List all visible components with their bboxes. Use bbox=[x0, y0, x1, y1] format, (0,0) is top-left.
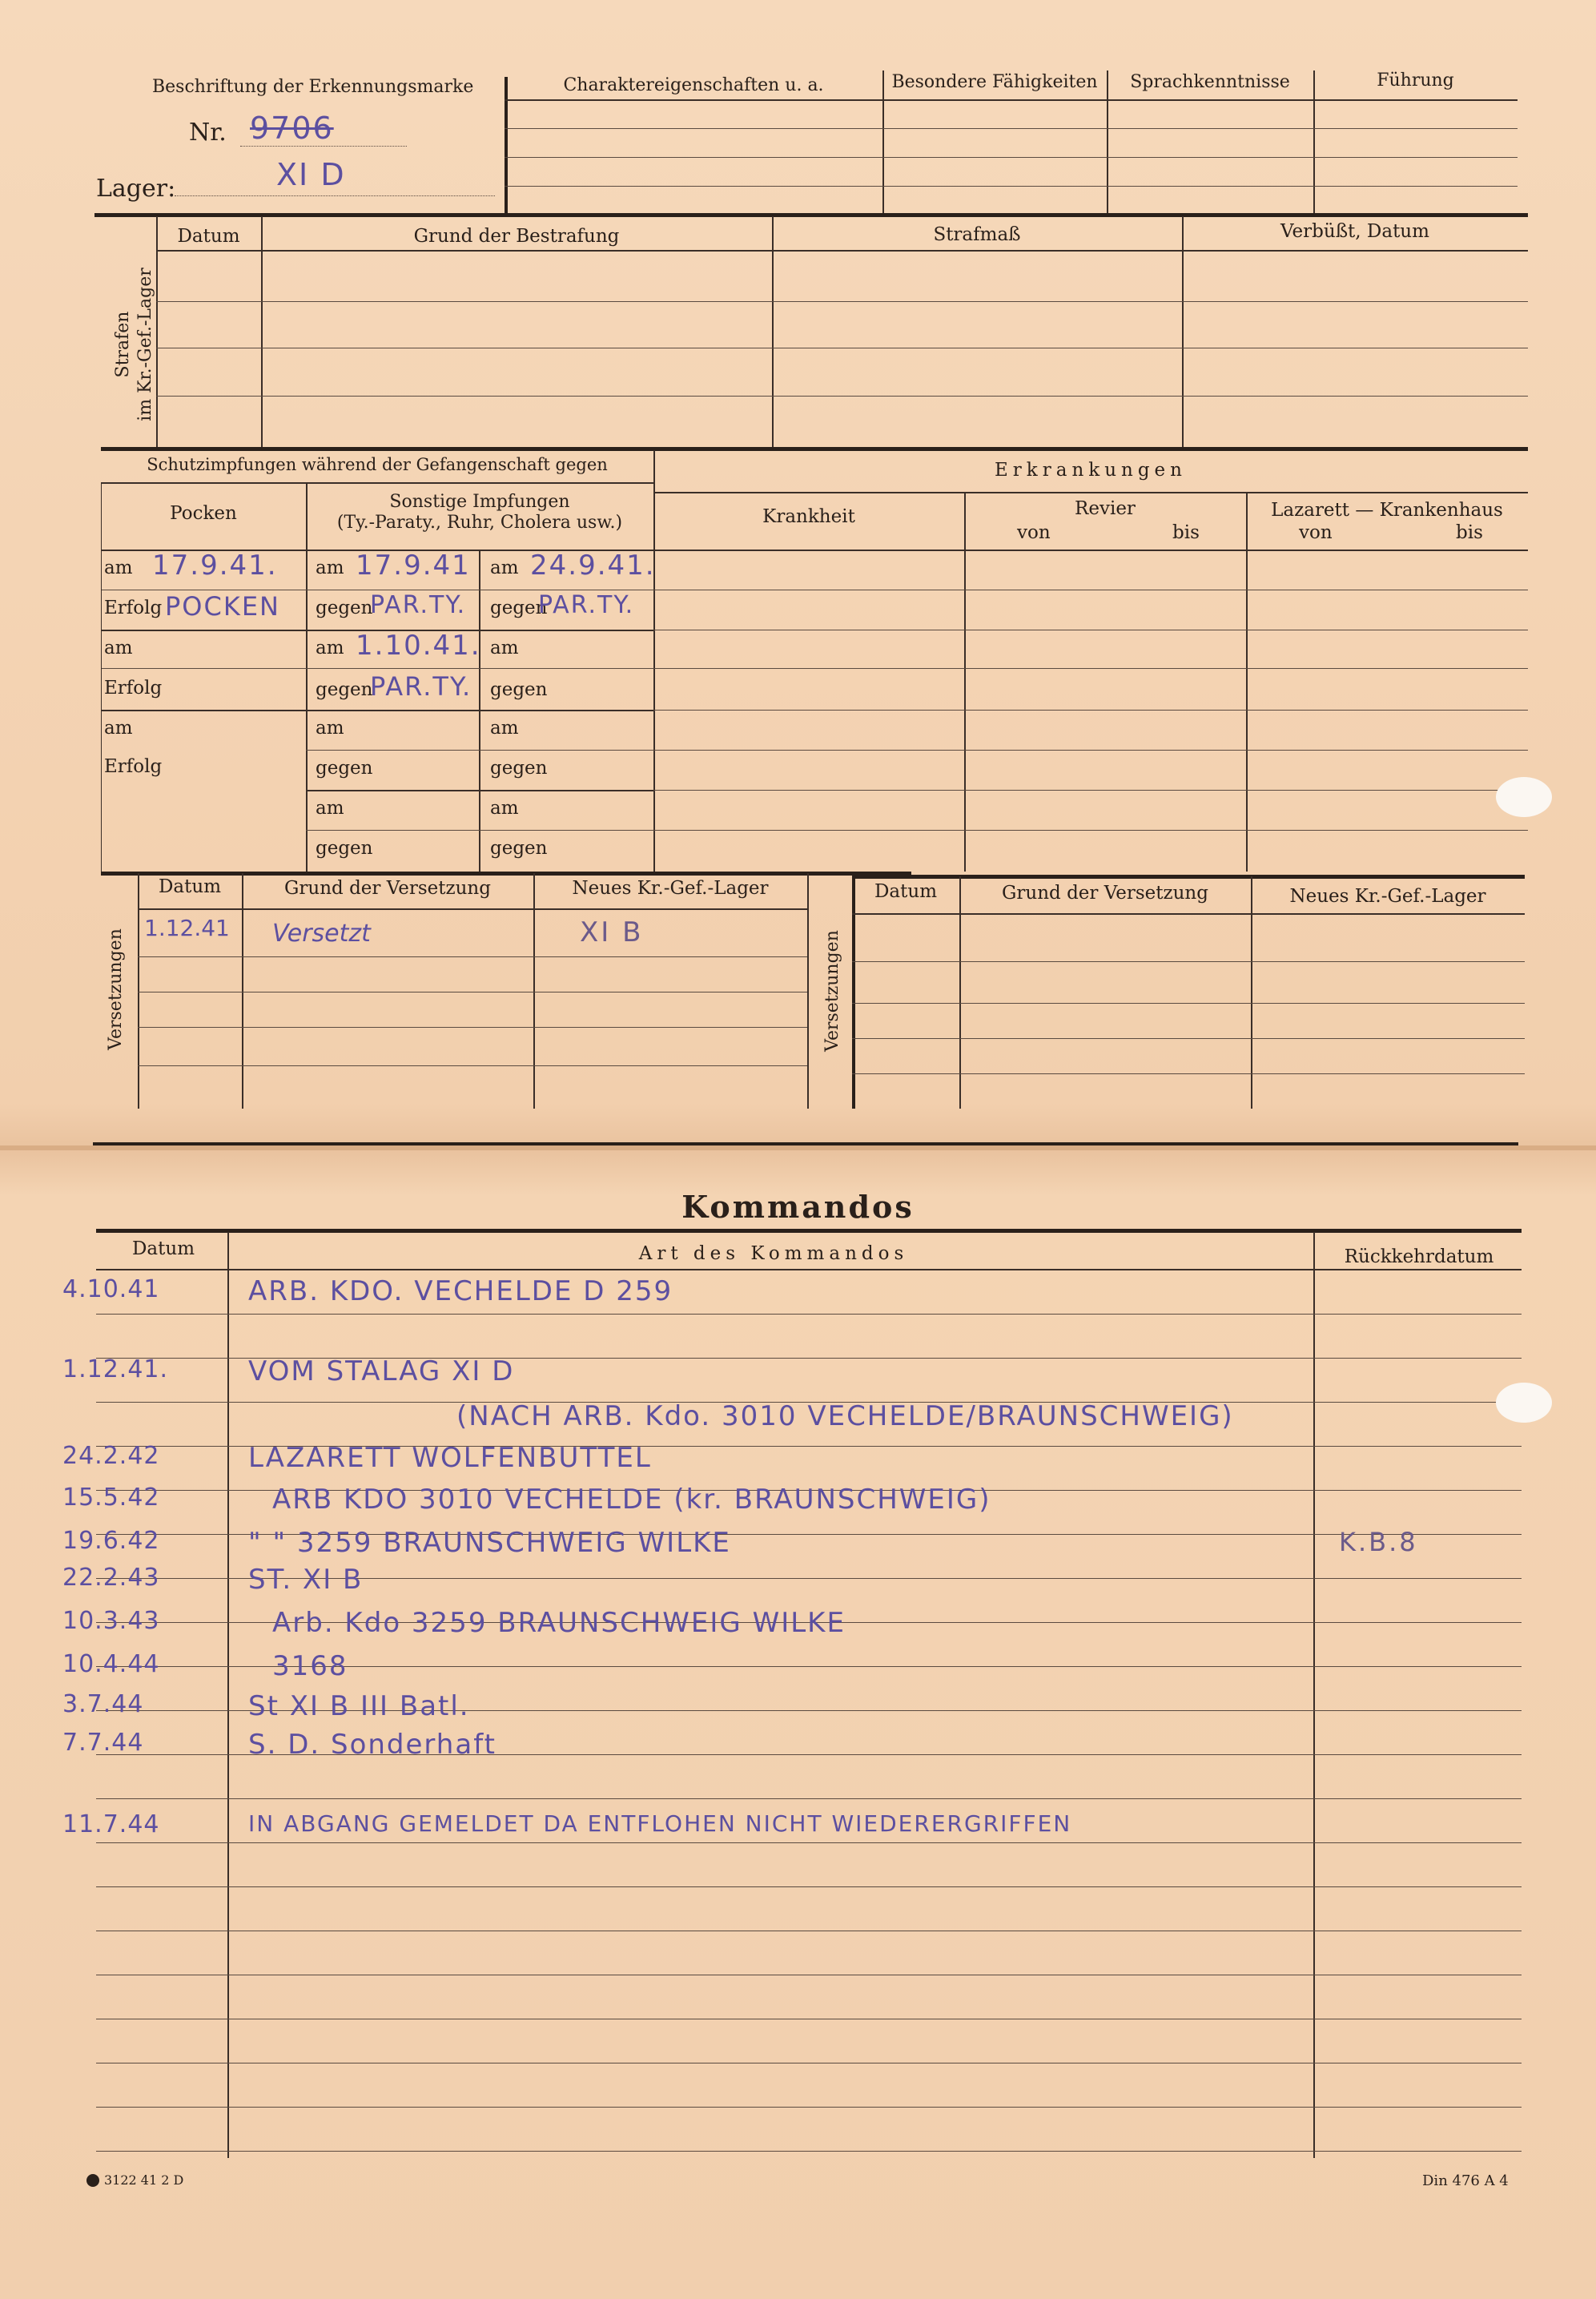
erkennungsmarke-label: Beschriftung der Erkennungsmarke bbox=[152, 77, 474, 97]
col-fuehrung-header: Führung bbox=[1377, 70, 1454, 91]
pocken-am-2: am bbox=[104, 638, 133, 658]
vers-right-col-lager: Neues Kr.-Gef.-Lager bbox=[1289, 886, 1486, 907]
s2-gegen-1: gegen bbox=[490, 598, 548, 618]
kommando-datum: 15.5.42 bbox=[62, 1484, 160, 1512]
nr-value: 9706 bbox=[250, 111, 334, 146]
kommando-art: 3168 bbox=[272, 1650, 348, 1682]
printer-mark-icon bbox=[86, 2174, 99, 2187]
vers-left-col-datum: Datum bbox=[158, 876, 222, 897]
s1-gegen-4: gegen bbox=[316, 838, 373, 859]
s2-am-2: am bbox=[490, 638, 519, 658]
strafen-col-verbuesst: Verbüßt, Datum bbox=[1280, 221, 1429, 242]
kommando-art: Arb. Kdo 3259 BRAUNSCHWEIG WILKE bbox=[272, 1607, 846, 1639]
col-charakter-header: Charaktereigenschaften u. a. bbox=[563, 75, 824, 95]
lager-value: XI D bbox=[276, 157, 346, 192]
kommando-art: S. D. Sonderhaft bbox=[248, 1729, 496, 1761]
kommando-art: (NACH ARB. Kdo. 3010 VECHELDE/BRAUNSCHWEIG) bbox=[456, 1400, 1234, 1432]
erk-lazarett-von: von bbox=[1299, 522, 1333, 543]
vers-left-col-grund: Grund der Versetzung bbox=[284, 878, 491, 899]
s1-am-2: am bbox=[316, 638, 344, 658]
footer-print-code: 3122 41 2 D bbox=[104, 2172, 184, 2188]
footer-din: Din 476 A 4 bbox=[1422, 2172, 1509, 2189]
kommando-datum: 4.10.41 bbox=[62, 1275, 160, 1303]
s2-am-3: am bbox=[490, 718, 519, 739]
strafen-col-strafmass: Strafmaß bbox=[933, 224, 1021, 245]
s1-am-1: am bbox=[316, 558, 344, 578]
strafen-col-grund: Grund der Bestrafung bbox=[413, 226, 620, 247]
s2-gegen-2: gegen bbox=[490, 679, 548, 700]
kommandos-col-art: Art des Kommandos bbox=[638, 1243, 909, 1264]
s2-am-1: am bbox=[490, 558, 519, 578]
kommando-art: IN ABGANG GEMELDET DA ENTFLOHEN NICHT WIEDERERGRIFFEN bbox=[248, 1810, 1072, 1837]
kommando-art: ST. XI B bbox=[248, 1564, 364, 1596]
strafen-side-label: Strafen im Kr.-Gef.-Lager bbox=[113, 268, 155, 421]
vers-row1-datum: 1.12.41 bbox=[144, 915, 230, 941]
impf-col-sonstige: Sonstige Impfungen (Ty.-Paraty., Ruhr, Cholera usw.) bbox=[336, 492, 623, 533]
pocken-erfolg-2: Erfolg bbox=[104, 678, 163, 699]
erk-revier-von: von bbox=[1017, 522, 1051, 543]
kommandos-title: Kommandos bbox=[681, 1189, 915, 1225]
kommandos-rule bbox=[96, 1798, 1522, 1799]
kommando-datum: 22.2.43 bbox=[62, 1564, 160, 1592]
col-sprach-header: Sprachkenntnisse bbox=[1130, 72, 1290, 92]
s1-gegen-1-value: PAR.TY. bbox=[370, 591, 467, 619]
pocken-am-1-value: 17.9.41. bbox=[152, 550, 278, 582]
kommando-art: ARB KDO 3010 VECHELDE (kr. BRAUNSCHWEIG) bbox=[272, 1484, 991, 1516]
impfungen-header: Schutzimpfungen während der Gefangenschaft gegen bbox=[147, 455, 608, 474]
fold-crease bbox=[0, 1145, 1596, 1150]
s1-gegen-1: gegen bbox=[316, 598, 373, 618]
erk-lazarett-bis: bis bbox=[1456, 522, 1483, 543]
pocken-erfolg-1-value: POCKEN bbox=[165, 591, 280, 622]
kommando-datum: 24.2.42 bbox=[62, 1442, 160, 1470]
s1-am-2-value: 1.10.41. bbox=[356, 630, 481, 662]
s2-gegen-3: gegen bbox=[490, 758, 548, 779]
s1-gegen-2: gegen bbox=[316, 679, 373, 700]
kommandos-rule bbox=[96, 1886, 1522, 1887]
s2-gegen-4: gegen bbox=[490, 838, 548, 859]
lager-label: Lager: bbox=[96, 175, 176, 203]
vers-row1-lager: XI B bbox=[580, 916, 644, 948]
punch-hole-upper bbox=[1496, 777, 1552, 817]
col-faehigkeiten-header: Besondere Fähigkeiten bbox=[891, 72, 1098, 92]
s2-gegen-1-value: PAR.TY. bbox=[538, 591, 635, 619]
kommando-art: St XI B III Batl. bbox=[248, 1690, 470, 1722]
erk-col-revier: Revier bbox=[1075, 498, 1136, 519]
pocken-am-1: am bbox=[104, 558, 133, 578]
erk-revier-bis: bis bbox=[1172, 522, 1200, 543]
s1-am-4: am bbox=[316, 798, 344, 819]
impf-col-pocken: Pocken bbox=[170, 503, 237, 524]
nr-label: Nr. bbox=[189, 119, 227, 147]
kommando-art: ARB. KDO. VECHELDE D 259 bbox=[248, 1275, 673, 1307]
kommando-art: " " 3259 BRAUNSCHWEIG WILKE bbox=[248, 1527, 731, 1559]
vers-right-col-datum: Datum bbox=[874, 881, 938, 902]
kommando-datum: 11.7.44 bbox=[62, 1810, 160, 1838]
s2-am-1-value: 24.9.41. bbox=[530, 550, 656, 582]
pocken-erfolg-1: Erfolg bbox=[104, 598, 163, 618]
kommando-rueckkehr: K.B.8 bbox=[1339, 1527, 1418, 1557]
kommando-datum: 19.6.42 bbox=[62, 1527, 160, 1555]
vers-right-side-label: Versetzungen bbox=[822, 930, 842, 1052]
pocken-am-3: am bbox=[104, 718, 133, 739]
s1-gegen-2-value: PAR.TY. bbox=[370, 671, 472, 702]
kommandos-col-rueckkehr: Rückkehrdatum bbox=[1344, 1246, 1494, 1267]
s1-am-1-value: 17.9.41 bbox=[356, 550, 471, 582]
kommando-datum: 10.4.44 bbox=[62, 1650, 160, 1678]
vers-left-col-lager: Neues Kr.-Gef.-Lager bbox=[572, 878, 769, 899]
erk-col-krankheit: Krankheit bbox=[762, 506, 855, 527]
kommandos-rule bbox=[96, 1314, 1522, 1315]
s1-gegen-3: gegen bbox=[316, 758, 373, 779]
erk-col-lazarett: Lazarett — Krankenhaus bbox=[1271, 500, 1503, 521]
kommando-datum: 1.12.41. bbox=[62, 1355, 169, 1383]
vers-left-side-label: Versetzungen bbox=[106, 928, 126, 1050]
kommandos-rule bbox=[96, 2151, 1522, 2152]
kommandos-rule bbox=[96, 2107, 1522, 2108]
vers-right-col-grund: Grund der Versetzung bbox=[1002, 883, 1208, 904]
erkrankungen-header: Erkrankungen bbox=[995, 460, 1187, 481]
kommando-art: VOM STALAG XI D bbox=[248, 1355, 515, 1387]
s1-am-3: am bbox=[316, 718, 344, 739]
pocken-erfolg-3: Erfolg bbox=[104, 756, 163, 777]
kommando-datum: 10.3.43 bbox=[62, 1607, 160, 1635]
punch-hole-lower bbox=[1496, 1383, 1552, 1423]
kommandos-rule bbox=[96, 1842, 1522, 1843]
kommando-datum: 3.7.44 bbox=[62, 1690, 144, 1718]
s2-am-4: am bbox=[490, 798, 519, 819]
vers-row1-grund: Versetzt bbox=[272, 920, 371, 948]
strafen-col-datum: Datum bbox=[177, 226, 240, 247]
kommando-datum: 7.7.44 bbox=[62, 1729, 144, 1757]
kommando-art: LAZARETT WOLFENBUTTEL bbox=[248, 1442, 652, 1474]
kommandos-col-datum: Datum bbox=[131, 1238, 195, 1259]
